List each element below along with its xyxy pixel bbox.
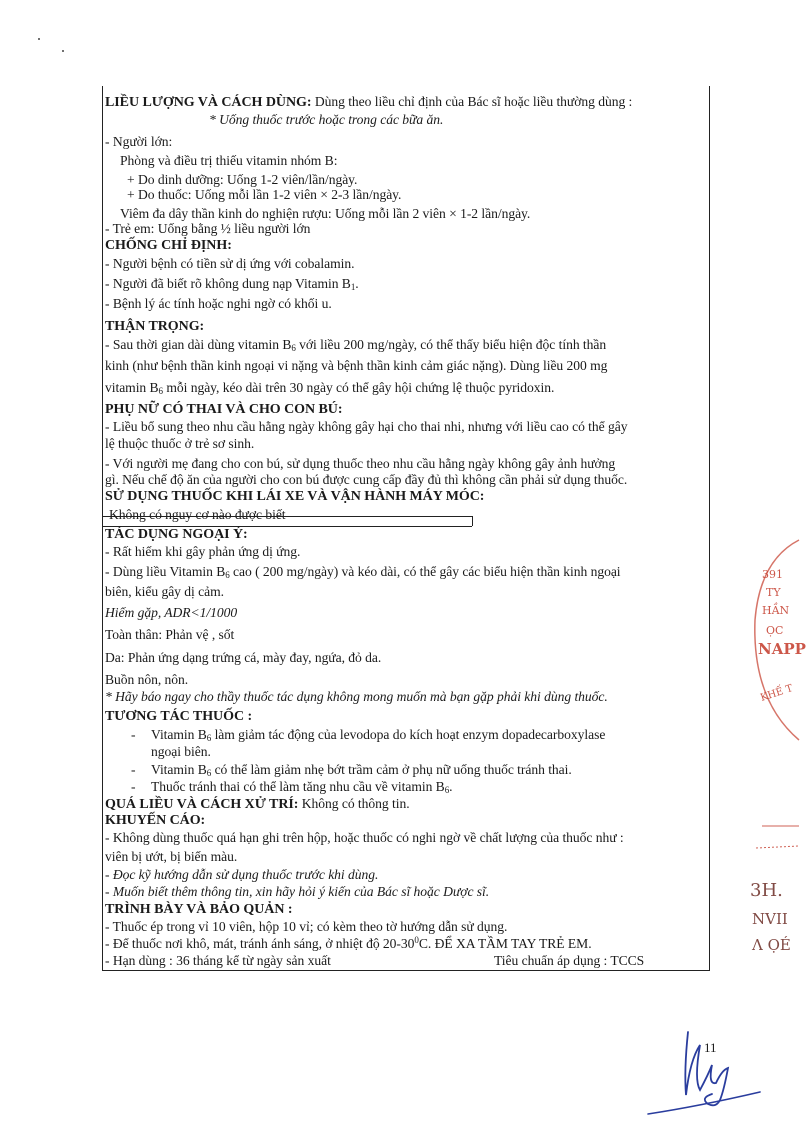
stamp-text: 3H.	[750, 880, 783, 901]
overdose-heading: QUÁ LIỀU VÀ CÁCH XỬ TRÍ:	[105, 797, 299, 812]
interaction-text: Vitamin B	[151, 762, 207, 777]
stamp-text: HẦN	[762, 604, 790, 617]
dosage-heading: LIỀU LƯỢNG VÀ CÁCH DÙNG:	[105, 95, 312, 110]
subscript: 1	[350, 282, 356, 292]
precautions-heading: THẬN TRỌNG:	[105, 319, 205, 334]
storage-shelf-life: - Hạn dùng : 36 tháng kể từ ngày sản xuất	[105, 953, 331, 968]
subscript: 6	[444, 785, 450, 795]
dosage-child: - Trẻ em: Uống bằng ½ liều người lớn	[105, 221, 311, 236]
stamp-text: 391	[762, 568, 783, 581]
interaction-bullet: -	[131, 727, 136, 742]
superscript: 0	[414, 935, 419, 945]
driving-heading: SỬ DỤNG THUỐC KHI LÁI XE VÀ VẬN HÀNH MÁY MÓC:	[105, 489, 485, 504]
precautions-text: - Sau thời gian dài dùng vitamin B	[105, 337, 292, 352]
pregnancy-line: gì. Nếu chế độ ăn của người cho con bú được cung cấp đầy đủ thì không cần phải sử dụng thuốc.	[105, 472, 628, 487]
adverse-notice: * Hãy báo ngay cho thầy thuốc tác dụng không mong muốn mà bạn gặp phải khi dùng thuốc.	[105, 689, 608, 704]
interaction-text: .	[449, 779, 453, 794]
subscript: 6	[206, 768, 212, 778]
warnings-line: - Không dùng thuốc quá hạn ghi trên hộp, hoặc thuốc có nghi ngờ về chất lượng của thuốc như :	[105, 830, 624, 845]
overdose-text: Không có thông tin.	[298, 796, 410, 811]
precautions-text: với liều 200 mg/ngày, có thể thấy biểu hiện độc tính thần	[295, 337, 607, 352]
contraindication-item: - Bệnh lý ác tính hoặc nghi ngờ có khối u.	[105, 296, 332, 311]
subscript: 6	[158, 386, 163, 396]
warnings-line: - Đọc kỹ hướng dẫn sử dụng thuốc trước khi dùng.	[105, 867, 379, 882]
warnings-heading: KHUYẾN CÁO:	[105, 813, 206, 828]
stamp-text: ỌC	[766, 624, 784, 637]
pregnancy-line: - Liều bổ sung theo nhu cầu hằng ngày không gây hại cho thai nhi, nhưng với liều cao có thể gây	[105, 419, 628, 434]
interaction-bullet: -	[131, 779, 136, 794]
adverse-heading: TÁC DỤNG NGOẠI Ý:	[105, 527, 248, 542]
stamp-text: NAPP	[758, 640, 806, 658]
adverse-general: Toàn thân: Phản vệ , sốt	[105, 627, 235, 642]
subscript: 6	[206, 733, 212, 743]
interaction-text: Vitamin B	[151, 727, 207, 742]
interactions-heading: TƯƠNG TÁC THUỐC :	[105, 709, 253, 724]
pregnancy-line: lệ thuộc thuốc ở trẻ sơ sinh.	[105, 436, 255, 451]
precautions-text: mỗi ngày, kéo dài trên 30 ngày có thể gây hội chứng lệ thuộc pyridoxin.	[163, 380, 555, 395]
subscript: 6	[291, 343, 296, 353]
storage-text: C. ĐỂ XA TẦM TAY TRẺ EM.	[418, 936, 592, 951]
pregnancy-line: - Với người mẹ đang cho con bú, sử dụng thuốc theo nhu cầu hằng ngày không gây ảnh hưởng	[105, 456, 616, 471]
precautions-line: kinh (như bệnh thần kinh ngoại vi nặng và bệnh thần kinh cảm giác nặng). Dùng liều 200 mg	[105, 358, 608, 373]
contraindication-text: .	[355, 276, 359, 291]
interaction-text: làm giảm tác động của levodopa do kích hoạt enzym dopadecarboxylase	[211, 727, 606, 742]
interaction-item: ngoại biên.	[151, 744, 211, 759]
stamp-text: KHẾ T	[759, 683, 795, 704]
dosage-adult: - Người lớn:	[105, 134, 173, 149]
adverse-skin: Da: Phản ứng dạng trứng cá, mày đay, ngứa, đỏ da.	[105, 650, 382, 665]
dosage-drug: + Do thuốc: Uống mỗi lần 1-2 viên × 2-3 lần/ngày.	[127, 187, 402, 202]
warnings-line: - Muốn biết thêm thông tin, xin hãy hỏi ý kiến của Bác sĩ hoặc Dược sĩ.	[105, 884, 490, 899]
dosage-note: * Uống thuốc trước hoặc trong các bữa ăn.	[209, 112, 444, 127]
storage-line: - Thuốc ép trong vỉ 10 viên, hộp 10 vỉ; có kèm theo tờ hướng dẫn sử dụng.	[105, 919, 508, 934]
driving-text: Không có nguy cơ nào được biết	[109, 507, 286, 522]
storage-standard: Tiêu chuẩn áp dụng : TCCS	[494, 953, 645, 968]
contraindications-heading: CHỐNG CHỈ ĐỊNH:	[105, 238, 232, 253]
contraindication-text: - Người đã biết rõ không dung nạp Vitamin B	[105, 276, 351, 291]
interaction-text: Thuốc tránh thai có thể làm tăng nhu cầu về vitamin B	[151, 779, 445, 794]
warnings-line: viên bị ướt, bị biến màu.	[105, 849, 238, 864]
contraindication-item: - Người bệnh có tiền sử dị ứng với cobalamin.	[105, 256, 355, 271]
interaction-bullet: -	[131, 762, 136, 777]
stamp-text: Ʌ ỌÉ	[752, 936, 791, 954]
stamp-text: TY	[766, 586, 781, 599]
precautions-text: vitamin B	[105, 380, 159, 395]
stamp-text: NVII	[752, 910, 788, 928]
dosage-b-deficiency: Phòng và điều trị thiếu vitamin nhóm B:	[120, 153, 338, 168]
pregnancy-heading: PHỤ NỮ CÓ THAI VÀ CHO CON BÚ:	[105, 402, 343, 417]
adverse-text: - Dùng liều Vitamin B	[105, 564, 226, 579]
page-number: 11	[704, 1040, 717, 1055]
adverse-line: biên, kiểu gây dị cảm.	[105, 584, 224, 599]
adverse-line: - Rất hiếm khi gây phản ứng dị ứng.	[105, 544, 301, 559]
dosage-neuritis: Viêm đa dây thần kinh do nghiện rượu: Uống mỗi lần 2 viên × 1-2 lần/ngày.	[120, 206, 531, 221]
adverse-rare: Hiếm gặp, ADR<1/1000	[105, 605, 238, 620]
subscript: 6	[225, 570, 230, 580]
storage-heading: TRÌNH BÀY VÀ BẢO QUẢN :	[105, 902, 293, 917]
storage-text: - Để thuốc nơi khô, mát, tránh ánh sáng, ở nhiệt độ 20-30	[105, 936, 415, 951]
dosage-intro: Dùng theo liều chỉ định của Bác sĩ hoặc liều thường dùng :	[311, 94, 633, 109]
adverse-text: cao ( 200 mg/ngày) và kéo dài, có thể gây các biểu hiện thần kinh ngoại	[229, 564, 621, 579]
interaction-text: có thể làm giảm nhẹ bớt trầm cảm ở phụ nữ uống thuốc tránh thai.	[211, 762, 572, 777]
adverse-gi: Buồn nôn, nôn.	[105, 672, 189, 687]
dosage-nutrition: + Do dinh dưỡng: Uống 1-2 viên/lần/ngày.	[127, 172, 358, 187]
